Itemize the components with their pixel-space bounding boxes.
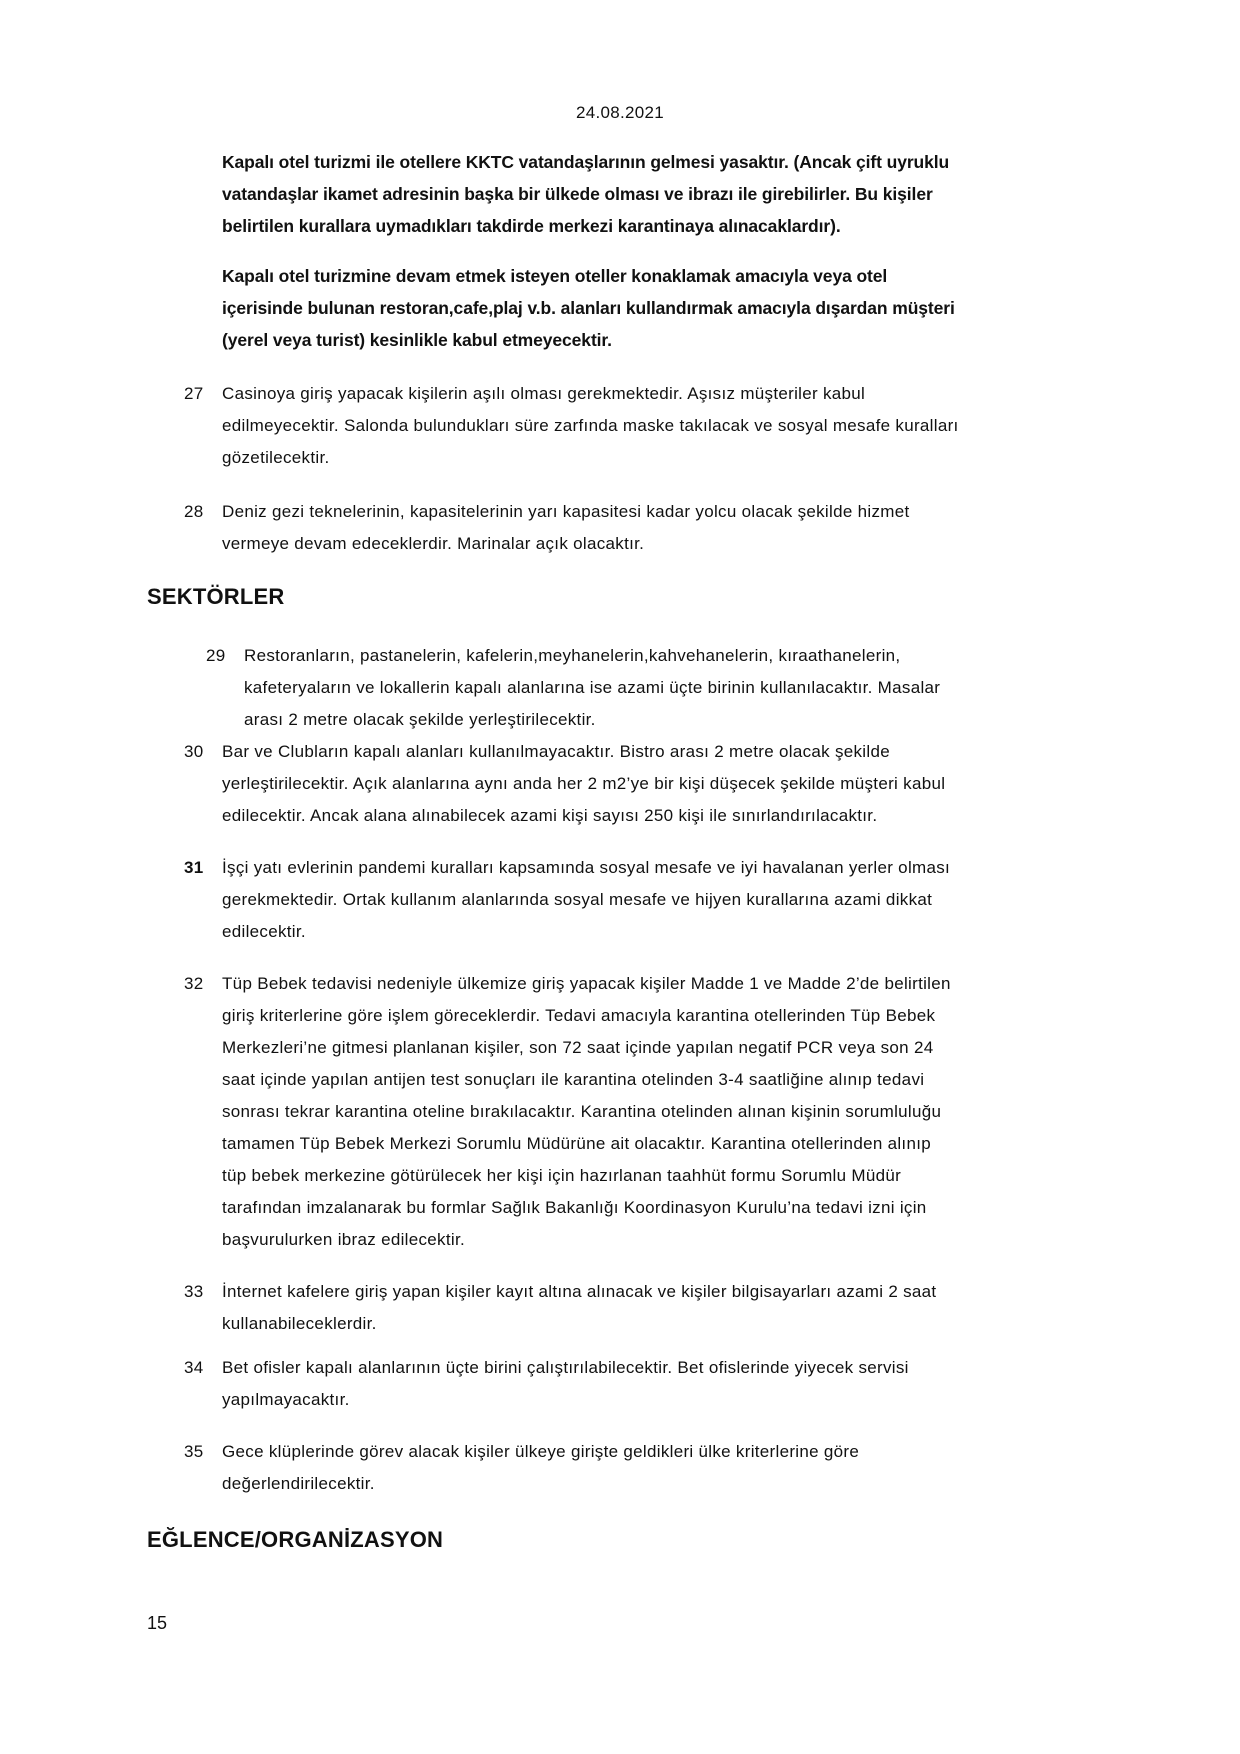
item-line: edilecektir. Ancak alana alınabilecek azami kişi sayısı 250 kişi ile sınırlandırılacaktır. — [222, 806, 878, 825]
item-line: yerleştirilecektir. Açık alanlarına aynı anda her 2 m2’ye bir kişi düşecek şekilde müşteri kabul — [222, 774, 946, 793]
item-text — [222, 1436, 1122, 1500]
item-number: 28 — [184, 502, 204, 521]
item-line: Merkezleri’ne gitmesi planlanan kişiler, son 72 saat içinde yapılan negatif PCR veya son 24 — [222, 1038, 934, 1057]
item-number: 34 — [184, 1358, 204, 1377]
bold-paragraph — [222, 146, 1122, 242]
item-line: İnternet kafelere giriş yapan kişiler kayıt altına alınacak ve kişiler bilgisayarları azami 2 saat — [222, 1282, 937, 1301]
item-text — [222, 1352, 1122, 1416]
item-line: edilmeyecektir. Salonda bulundukları süre zarfında maske takılacak ve sosyal mesafe kuralları — [222, 416, 959, 435]
item-number: 29 — [206, 646, 226, 665]
section-heading-eglence-organizasyon: EĞLENCE/ORGANİZASYON — [147, 1527, 444, 1552]
item-line: giriş kriterlerine göre işlem göreceklerdir. Tedavi amacıyla karantina otellerinden Tüp Bebek — [222, 1006, 936, 1025]
item-text — [222, 1276, 1122, 1340]
item-number: 27 — [184, 384, 204, 403]
item-line: vermeye devam edeceklerdir. Marinalar açık olacaktır. — [222, 534, 645, 553]
item-line: edilecektir. — [222, 922, 306, 941]
item-line: Tüp Bebek tedavisi nedeniyle ülkemize giriş yapacak kişiler Madde 1 ve Madde 2’de belirtilen — [222, 974, 951, 993]
item-line: Deniz gezi teknelerinin, kapasitelerinin yarı kapasitesi kadar yolcu olacak şekilde hizmet — [222, 502, 910, 521]
page-number: 15 — [147, 1613, 168, 1633]
item-line: Casinoya giriş yapacak kişilerin aşılı olması gerekmektedir. Aşısız müşteriler kabul — [222, 384, 866, 403]
item-text — [244, 640, 1144, 736]
item-line: Restoranların, pastanelerin, kafelerin,meyhanelerin,kahvehanelerin, kıraathanelerin, — [244, 646, 901, 665]
paragraph-line: vatandaşlar ikamet adresinin başka bir ülkede olması ve ibrazı ile girebilirler. Bu kişiler — [222, 184, 933, 204]
item-text — [222, 378, 1122, 474]
item-text — [222, 496, 1122, 560]
item-line: tamamen Tüp Bebek Merkezi Sorumlu Müdürüne ait olacaktır. Karantina otellerinden alınıp — [222, 1134, 931, 1153]
item-line: kafeteryaların ve lokallerin kapalı alanlarına ise azami üçte birinin kullanılacaktır. Masalar — [244, 678, 941, 697]
paragraph-line: (yerel veya turist) kesinlikle kabul etmeyecektir. — [222, 330, 612, 350]
item-text — [222, 968, 1122, 1256]
item-line: gözetilecektir. — [222, 448, 330, 467]
item-line: Bar ve Clubların kapalı alanları kullanılmayacaktır. Bistro arası 2 metre olacak şekilde — [222, 742, 890, 761]
item-line: Gece klüplerinde görev alacak kişiler ülkeye girişte geldikleri ülke kriterlerine göre — [222, 1442, 860, 1461]
item-text — [222, 852, 1122, 948]
item-number: 30 — [184, 742, 204, 761]
item-line: kullanabileceklerdir. — [222, 1314, 377, 1333]
item-line: yapılmayacaktır. — [222, 1390, 350, 1409]
item-line: gerekmektedir. Ortak kullanım alanlarında sosyal mesafe ve hijyen kurallarına azami dikkat — [222, 890, 933, 909]
item-line: sonrası tekrar karantina oteline bırakılacaktır. Karantina otelinden alınan kişinin sorumluluğu — [222, 1102, 942, 1121]
section-heading-sektorler: SEKTÖRLER — [147, 584, 285, 609]
paragraph-line: içerisinde bulunan restoran,cafe,plaj v.b. alanları kullandırmak amacıyla dışardan müşteri — [222, 298, 955, 318]
item-number: 33 — [184, 1282, 204, 1301]
item-number: 35 — [184, 1442, 204, 1461]
page-header-date: 24.08.2021 — [575, 103, 665, 122]
item-line: tüp bebek merkezine götürülecek her kişi için hazırlanan taahhüt formu Sorumlu Müdür — [222, 1166, 902, 1185]
item-line: arası 2 metre olacak şekilde yerleştirilecektir. — [244, 710, 596, 729]
paragraph-line: Kapalı otel turizmine devam etmek isteyen oteller konaklamak amacıyla veya otel — [222, 266, 888, 286]
item-text — [222, 736, 1122, 832]
item-line: değerlendirilecektir. — [222, 1474, 375, 1493]
item-line: saat içinde yapılan antijen test sonuçları ile karantina otelinden 3-4 saatliğine alınıp tedavi — [222, 1070, 925, 1089]
item-line: tarafından imzalanarak bu formlar Sağlık Bakanlığı Koordinasyon Kurulu’na tedavi izni için — [222, 1198, 927, 1217]
item-number: 31 — [184, 858, 204, 877]
item-number: 32 — [184, 974, 204, 993]
paragraph-line: Kapalı otel turizmi ile otellere KKTC vatandaşlarının gelmesi yasaktır. (Ancak çift uyruklu — [222, 152, 950, 172]
paragraph-line: belirtilen kurallara uymadıkları takdirde merkezi karantinaya alınacaklardır). — [222, 216, 841, 236]
item-line: Bet ofisler kapalı alanlarının üçte birini çalıştırılabilecektir. Bet ofislerinde yiyecek servisi — [222, 1358, 909, 1377]
bold-paragraph — [222, 260, 1122, 356]
item-line: başvurulurken ibraz edilecektir. — [222, 1230, 465, 1249]
item-line: İşçi yatı evlerinin pandemi kuralları kapsamında sosyal mesafe ve iyi havalanan yerler olması — [222, 858, 951, 877]
